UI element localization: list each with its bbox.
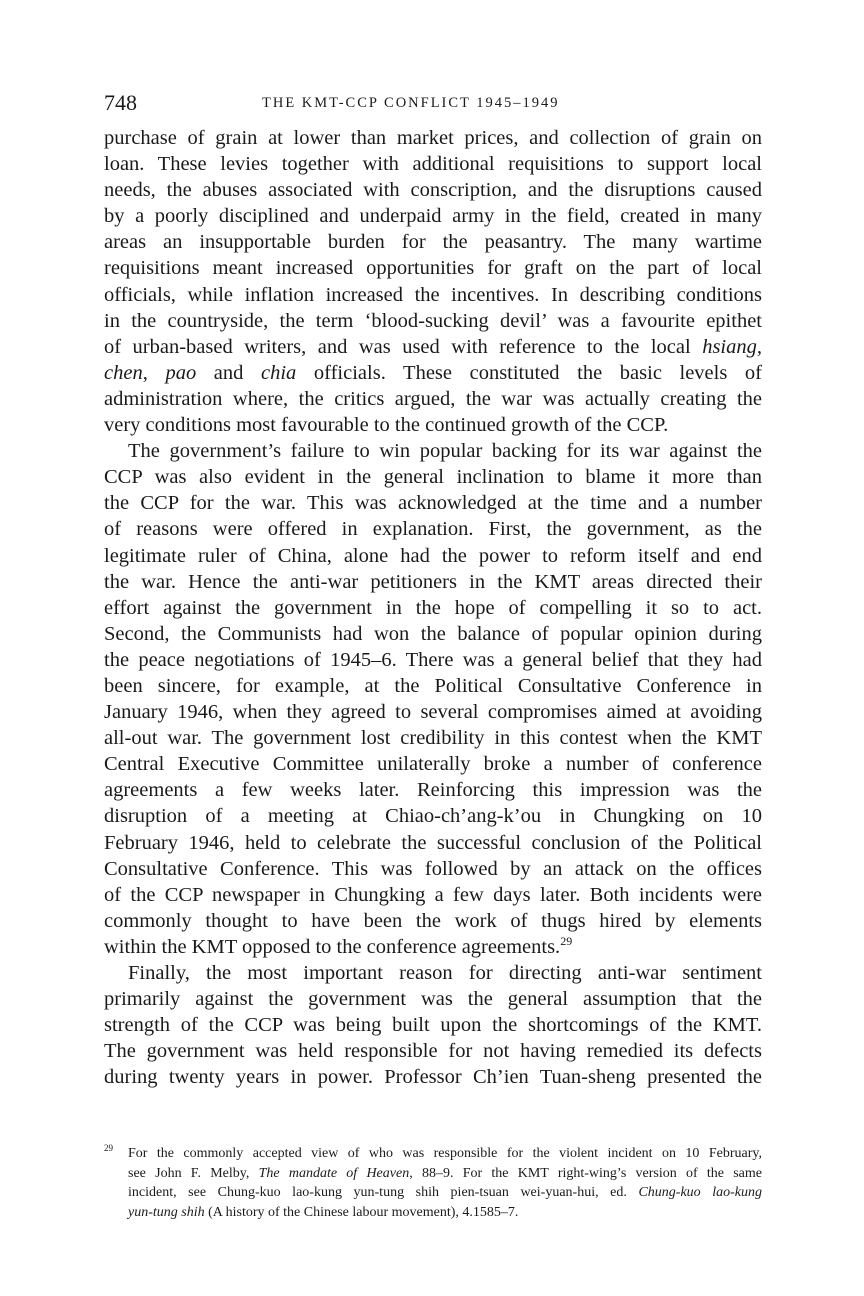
- text-line: commonly thought to have been the work of thugs hired by elements: [104, 909, 762, 932]
- text-run: of urban-based writers, and was used with reference to the local: [104, 335, 703, 358]
- text-run: ,: [142, 361, 166, 384]
- text-line: CCP was also evident in the general inclination to blame it more than: [104, 466, 762, 489]
- paragraph-2: [104, 438, 762, 960]
- text-line: very conditions most favourable to the continued growth of the CCP.: [104, 414, 669, 437]
- text-run: , 88–9. For the KMT right-wing’s version of the same: [409, 1165, 762, 1181]
- text-line: during twenty years in power. Professor Ch’ien Tuan-sheng presented the: [104, 1066, 762, 1089]
- text-line: The government was held responsible for not having remedied its defects: [104, 1040, 762, 1063]
- text-line: loan. These levies together with additional requisitions to support local: [104, 153, 762, 176]
- text-line: February 1946, held to celebrate the successful conclusion of the Political: [104, 831, 762, 854]
- text-line: purchase of grain at lower than market prices, and collection of grain on: [104, 127, 762, 149]
- page-header: [104, 88, 764, 118]
- text-run: within the KMT opposed to the conference agreements.: [104, 935, 561, 958]
- body-text: [104, 125, 762, 1090]
- footnote-reference[interactable]: 29: [560, 934, 573, 949]
- text-run: see John F. Melby,: [128, 1165, 259, 1181]
- text-run: For the commonly accepted view of who was responsible for the violent incident on 10 February,: [128, 1146, 762, 1161]
- text-line: [104, 934, 762, 960]
- footnotes: [104, 1144, 762, 1222]
- text-line: The government’s failure to win popular backing for its war against the: [128, 440, 762, 463]
- page-number: 748: [104, 90, 137, 115]
- text-line: in the countryside, the term ‘blood-sucking devil’ was a favourite epithet: [104, 309, 762, 332]
- text-line: requisitions meant increased opportunities for graft on the part of local: [104, 257, 762, 280]
- text-line: legitimate ruler of China, alone had the power to reform itself and end: [104, 544, 762, 567]
- footnote-line: [104, 1183, 762, 1203]
- text-line: January 1946, when they agreed to several compromises aimed at avoiding: [104, 701, 762, 724]
- text-line: effort against the government in the hope of compelling it so to act.: [104, 596, 762, 619]
- text-line: areas an insupportable burden for the peasantry. The many wartime: [104, 231, 762, 254]
- text-line: agreements a few weeks later. Reinforcing this impression was the: [104, 779, 762, 802]
- italic-term: pao: [165, 361, 197, 384]
- text-line: Second, the Communists had won the balance of popular opinion during: [104, 622, 762, 645]
- book-title: yun-tung shih: [128, 1204, 205, 1220]
- book-title: Chung-kuo lao-kung: [638, 1185, 762, 1200]
- book-title: The mandate of Heaven: [258, 1165, 410, 1181]
- text-line: all-out war. The government lost credibility in this contest when the KMT: [104, 727, 762, 750]
- text-run: officials. These constituted the basic levels of: [296, 361, 762, 384]
- text-line: needs, the abuses associated with conscription, and the disruptions caused: [104, 179, 762, 202]
- running-head: THE KMT-CCP CONFLICT 1945–1949: [262, 95, 560, 111]
- text-line: [104, 360, 762, 386]
- text-line: Consultative Conference. This was followed by an attack on the offices: [104, 857, 762, 880]
- text-line: [104, 334, 762, 360]
- text-line: by a poorly disciplined and underpaid army in the field, created in many: [104, 205, 762, 228]
- text-run: (A history of the Chinese labour movement), 4.1585–7.: [204, 1204, 519, 1220]
- footnote-line: 29 For the commonly accepted view of who was responsible for the violent incident on 10 February,: [104, 1144, 762, 1161]
- italic-term: hsiang,: [702, 335, 762, 358]
- italic-term: chia: [261, 361, 297, 384]
- text-line: the CCP for the war. This was acknowledged at the time and a number: [104, 492, 762, 515]
- text-line: Central Executive Committee unilaterally broke a number of conference: [104, 753, 762, 776]
- footnote-line: [104, 1164, 762, 1184]
- italic-term: chen: [104, 361, 143, 384]
- paragraph-1: [104, 125, 762, 438]
- footnote-line: [104, 1203, 762, 1223]
- text-line: Finally, the most important reason for directing anti-war sentiment: [128, 962, 762, 984]
- text-line: primarily against the government was the general assumption that the: [104, 988, 762, 1011]
- text-run: incident, see Chung-kuo lao-kung yun-tung shih pien-tsuan wei-yuan-hui, ed.: [128, 1185, 639, 1200]
- paragraph-3: [104, 960, 762, 1090]
- text-line: strength of the CCP was being built upon the shortcomings of the KMT.: [104, 1014, 762, 1037]
- text-line: been sincere, for example, at the Political Consultative Conference in: [104, 674, 762, 697]
- text-line: administration where, the critics argued, the war was actually creating the: [104, 387, 762, 410]
- text-line: of the CCP newspaper in Chungking a few days later. Both incidents were: [104, 883, 762, 906]
- text-line: officials, while inflation increased the incentives. In describing conditions: [104, 283, 762, 306]
- text-line: the war. Hence the anti-war petitioners in the KMT areas directed their: [104, 570, 762, 593]
- text-line: of reasons were offered in explanation. First, the government, as the: [104, 518, 762, 541]
- text-run: and: [196, 361, 261, 384]
- text-line: the peace negotiations of 1945–6. There was a general belief that they had: [104, 648, 762, 671]
- text-line: disruption of a meeting at Chiao-ch’ang-k’ou in Chungking on 10: [104, 805, 762, 828]
